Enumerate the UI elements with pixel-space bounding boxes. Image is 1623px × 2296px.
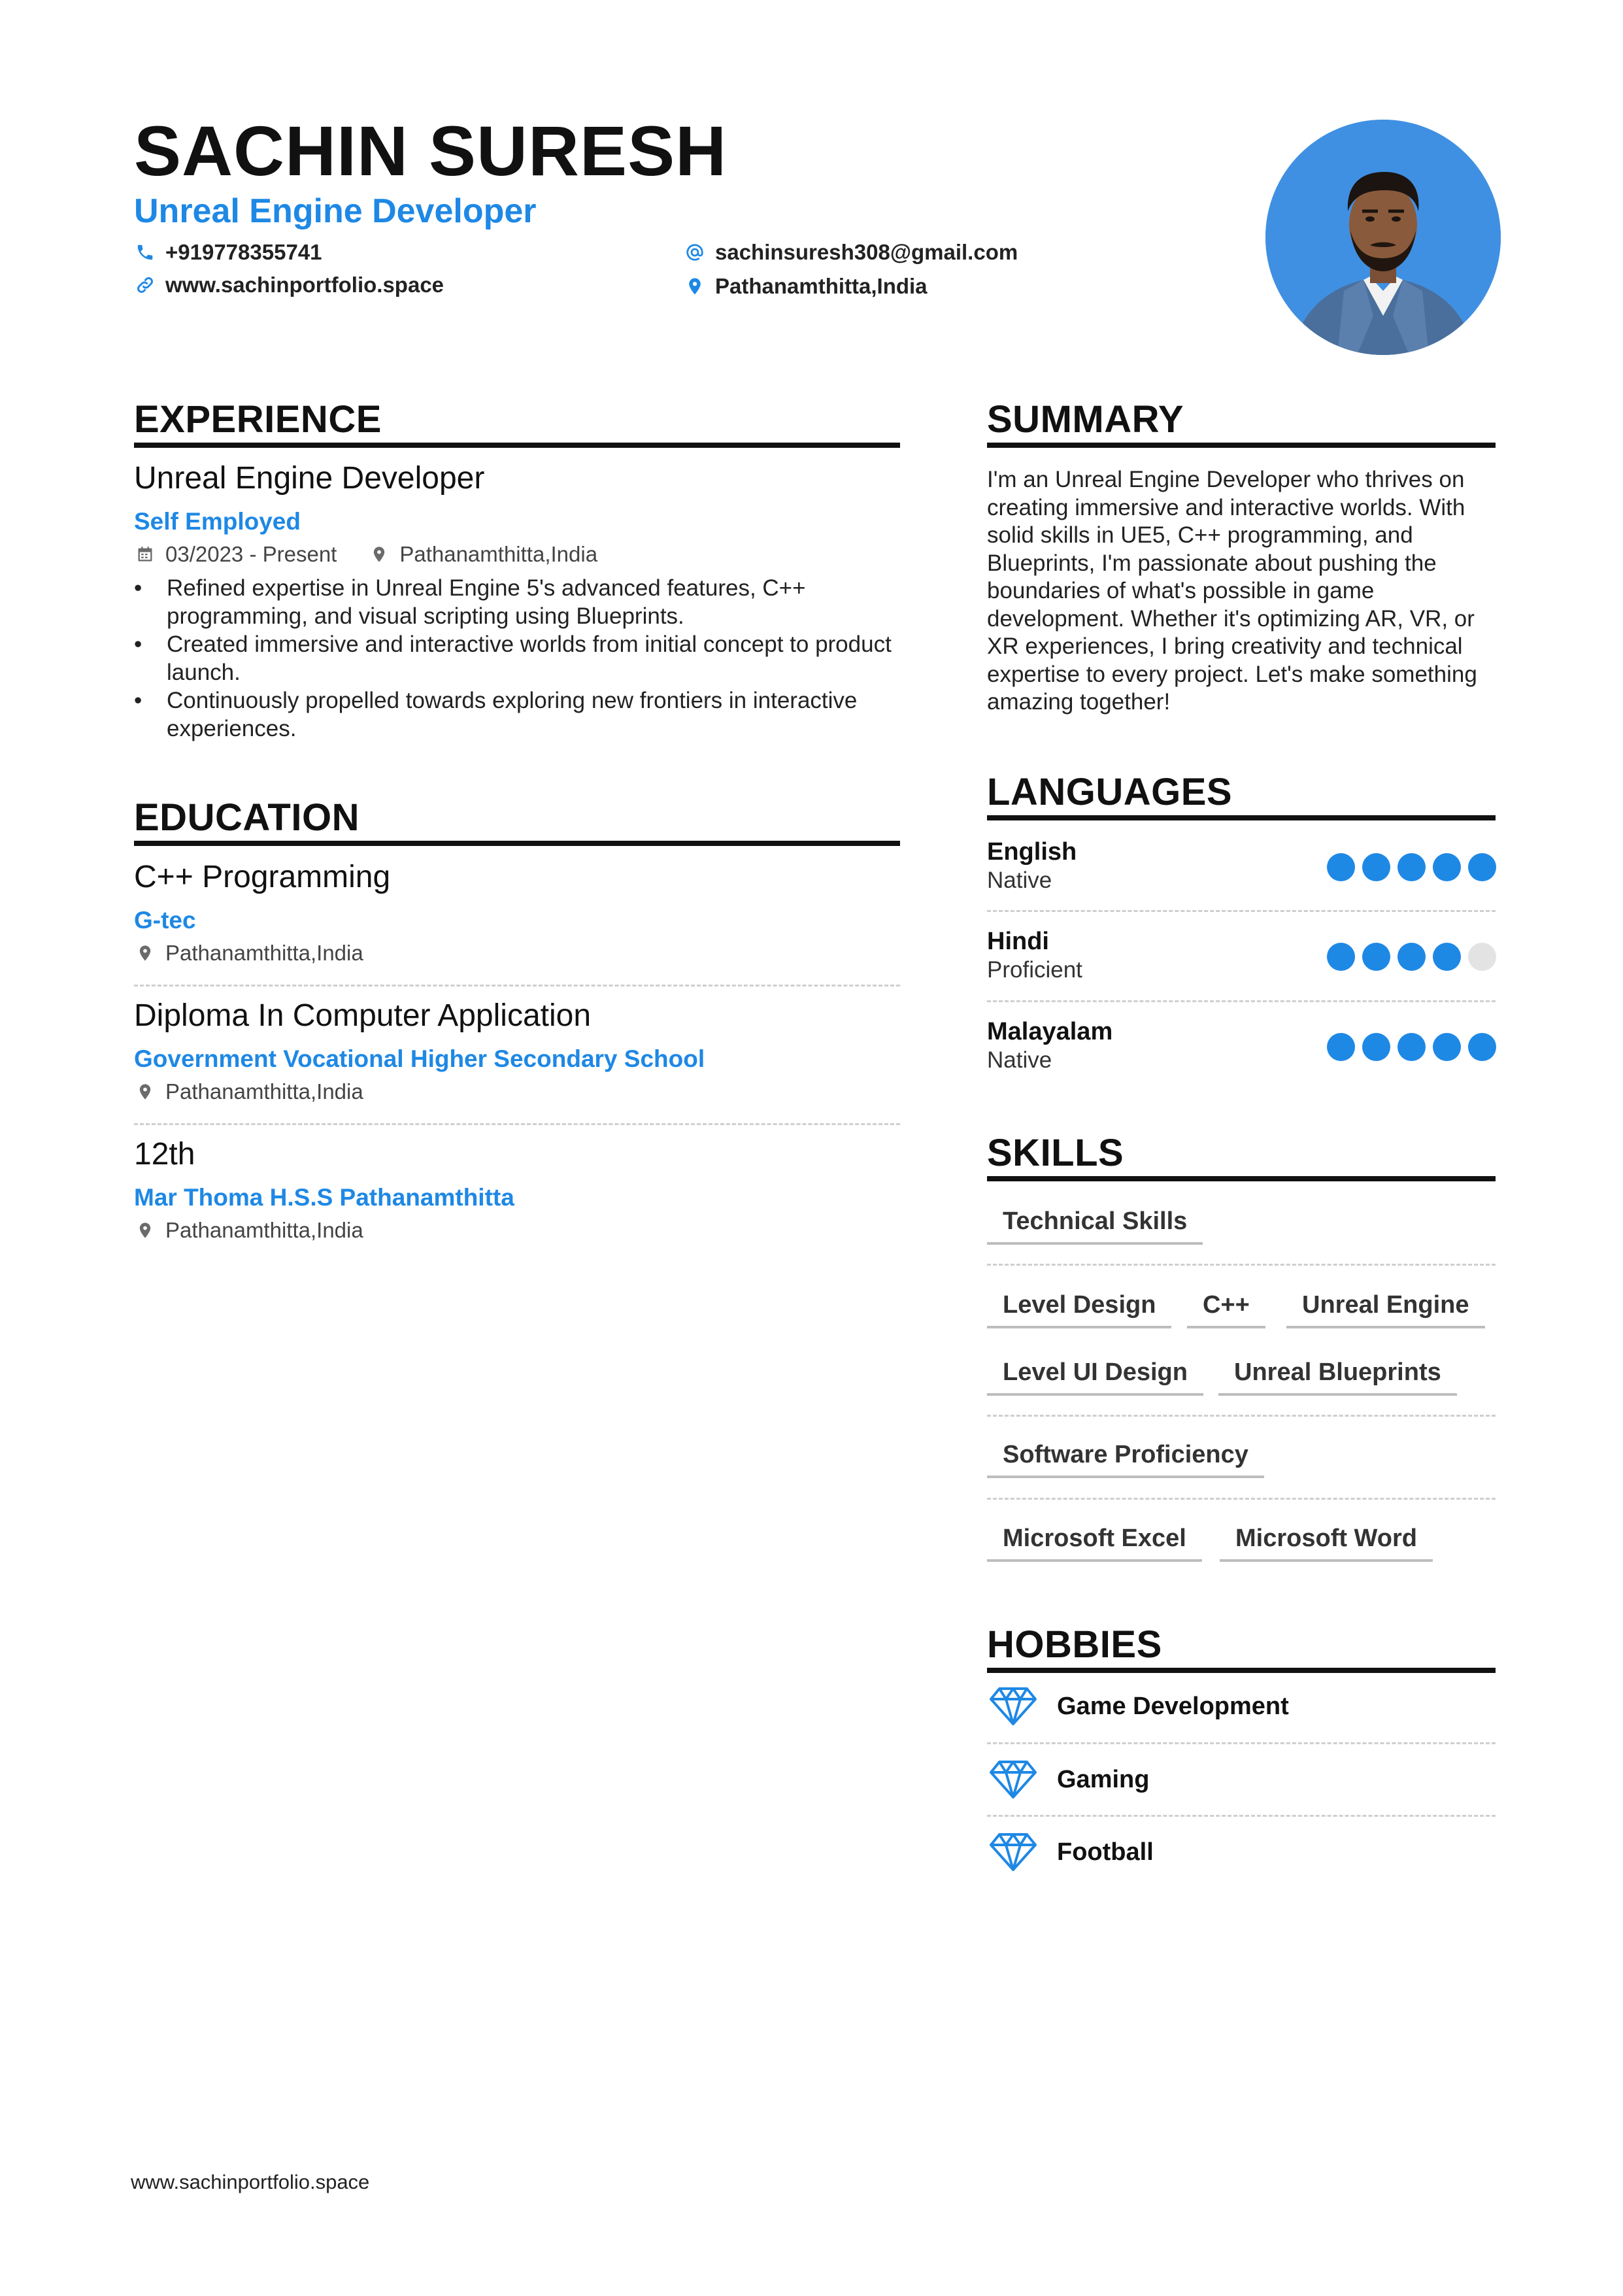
education-location: Pathanamthitta,India	[165, 1218, 363, 1242]
email-text: sachinsuresh308@gmail.com	[715, 240, 1018, 264]
education-school: Government Vocational Higher Secondary School	[134, 1045, 705, 1072]
rating-dot-filled	[1468, 853, 1496, 881]
education-meta	[134, 1217, 363, 1244]
skill-tag: Microsoft Excel	[987, 1521, 1202, 1562]
education-location: Pathanamthitta,India	[165, 941, 363, 965]
divider	[987, 1264, 1496, 1266]
website-text: www.sachinportfolio.space	[165, 273, 444, 297]
footer-url[interactable]: www.sachinportfolio.space	[131, 2170, 370, 2193]
experience-heading: EXPERIENCE	[134, 398, 382, 441]
divider	[987, 1498, 1496, 1500]
education-degree: C++ Programming	[134, 860, 391, 894]
experience-meta	[134, 541, 597, 568]
experience-bullets	[134, 574, 905, 743]
hobby-label: Football	[1057, 1838, 1154, 1866]
email-contact[interactable]	[684, 238, 1018, 267]
at-icon	[684, 241, 706, 263]
education-school: Mar Thoma H.S.S Pathanamthitta	[134, 1184, 514, 1211]
education-heading: EDUCATION	[134, 796, 360, 839]
skill-group-heading: Software Proficiency	[987, 1438, 1264, 1478]
profile-photo	[1265, 120, 1501, 355]
rating-dot-filled	[1397, 853, 1426, 881]
language-level: Native	[987, 1047, 1052, 1073]
location-pin-icon	[134, 1219, 156, 1241]
divider	[134, 985, 900, 987]
rating-dot-filled	[1327, 943, 1355, 971]
candidate-role: Unreal Engine Developer	[134, 192, 537, 230]
summary-rule	[987, 443, 1496, 448]
rating-dot-filled	[1433, 1033, 1461, 1061]
language-level: Native	[987, 868, 1052, 893]
rating-dot-filled	[1468, 1033, 1496, 1061]
phone-contact[interactable]	[134, 238, 322, 267]
location-text: Pathanamthitta,India	[715, 274, 928, 298]
education-meta	[134, 939, 363, 967]
bullet-item: • Refined expertise in Unreal Engine 5's advanced features, C++ programming, and visual scripting using Blueprints.	[134, 574, 905, 630]
phone-text: +919778355741	[165, 240, 322, 264]
experience-rule	[134, 443, 900, 448]
languages-heading: LANGUAGES	[987, 771, 1233, 813]
hobby-item	[989, 1757, 1149, 1802]
education-school: G-tec	[134, 907, 196, 934]
divider	[987, 910, 1496, 912]
location-pin-icon	[134, 1081, 156, 1103]
skill-tag: Level Design	[987, 1288, 1171, 1328]
language-rating	[1320, 853, 1496, 881]
rating-dot-filled	[1362, 1033, 1390, 1061]
location-pin-icon	[368, 543, 390, 566]
hobby-item	[989, 1829, 1154, 1875]
location-contact	[684, 272, 928, 301]
rating-dot-filled	[1433, 853, 1461, 881]
skill-tag: Unreal Engine	[1286, 1288, 1485, 1328]
summary-text: I'm an Unreal Engine Developer who thrives on creating immersive and interactive worlds. With solid skills in UE5, C++ programming, and Blueprints, I'm passionate about pushing the boundaries of what's possible in game development. Whether it's optimizing AR, VR, or XR experiences, I bring creativity and technical expertise to every project. Let's make something amazing together!	[987, 467, 1477, 715]
education-degree: 12th	[134, 1137, 195, 1172]
bullet-item: • Continuously propelled towards exploring new frontiers in interactive experiences.	[134, 686, 905, 743]
hobbies-rule	[987, 1668, 1496, 1673]
diamond-icon	[989, 1759, 1037, 1800]
calendar-icon	[134, 543, 156, 566]
website-contact[interactable]	[134, 271, 444, 299]
rating-dot-filled	[1397, 1033, 1426, 1061]
experience-company: Self Employed	[134, 508, 301, 535]
divider	[987, 1415, 1496, 1417]
experience-role: Unreal Engine Developer	[134, 461, 485, 496]
languages-rule	[987, 815, 1496, 820]
divider	[987, 1815, 1496, 1817]
education-degree: Diploma In Computer Application	[134, 998, 592, 1033]
education-rule	[134, 841, 900, 846]
skill-tag: Unreal Blueprints	[1218, 1355, 1457, 1396]
link-icon	[134, 274, 156, 296]
rating-dot-filled	[1362, 943, 1390, 971]
rating-dot-filled	[1362, 853, 1390, 881]
location-pin-icon	[684, 275, 706, 297]
rating-dot-filled	[1433, 943, 1461, 971]
bullet-item: • Created immersive and interactive worlds from initial concept to product launch.	[134, 630, 905, 686]
language-name: Hindi	[987, 928, 1049, 955]
hobbies-heading: HOBBIES	[987, 1623, 1162, 1666]
skills-rule	[987, 1176, 1496, 1181]
location-pin-icon	[134, 942, 156, 964]
language-name: Malayalam	[987, 1018, 1113, 1045]
rating-dot-filled	[1327, 853, 1355, 881]
summary-heading: SUMMARY	[987, 398, 1184, 441]
phone-icon	[134, 241, 156, 263]
skill-tag: Microsoft Word	[1220, 1521, 1433, 1562]
experience-location: Pathanamthitta,India	[399, 542, 598, 566]
experience-dates: 03/2023 - Present	[165, 542, 337, 566]
divider	[987, 1000, 1496, 1002]
rating-dot-filled	[1397, 943, 1426, 971]
language-name: English	[987, 838, 1077, 866]
education-meta	[134, 1078, 363, 1106]
language-level: Proficient	[987, 957, 1082, 983]
language-rating	[1320, 1033, 1496, 1061]
diamond-icon	[989, 1686, 1037, 1727]
hobby-label: Gaming	[1057, 1765, 1150, 1793]
education-location: Pathanamthitta,India	[165, 1079, 363, 1104]
diamond-icon	[989, 1832, 1037, 1872]
language-rating	[1320, 943, 1496, 971]
skill-tag: Level UI Design	[987, 1355, 1203, 1396]
skill-group-heading: Technical Skills	[987, 1204, 1203, 1245]
hobby-label: Game Development	[1057, 1692, 1289, 1720]
divider	[134, 1123, 900, 1125]
skill-tag: C++	[1187, 1288, 1265, 1328]
rating-dot-empty	[1468, 943, 1496, 971]
hobby-item	[989, 1683, 1289, 1729]
skills-heading: SKILLS	[987, 1132, 1124, 1174]
candidate-name: SACHIN SURESH	[134, 111, 728, 190]
rating-dot-filled	[1327, 1033, 1355, 1061]
divider	[987, 1742, 1496, 1744]
